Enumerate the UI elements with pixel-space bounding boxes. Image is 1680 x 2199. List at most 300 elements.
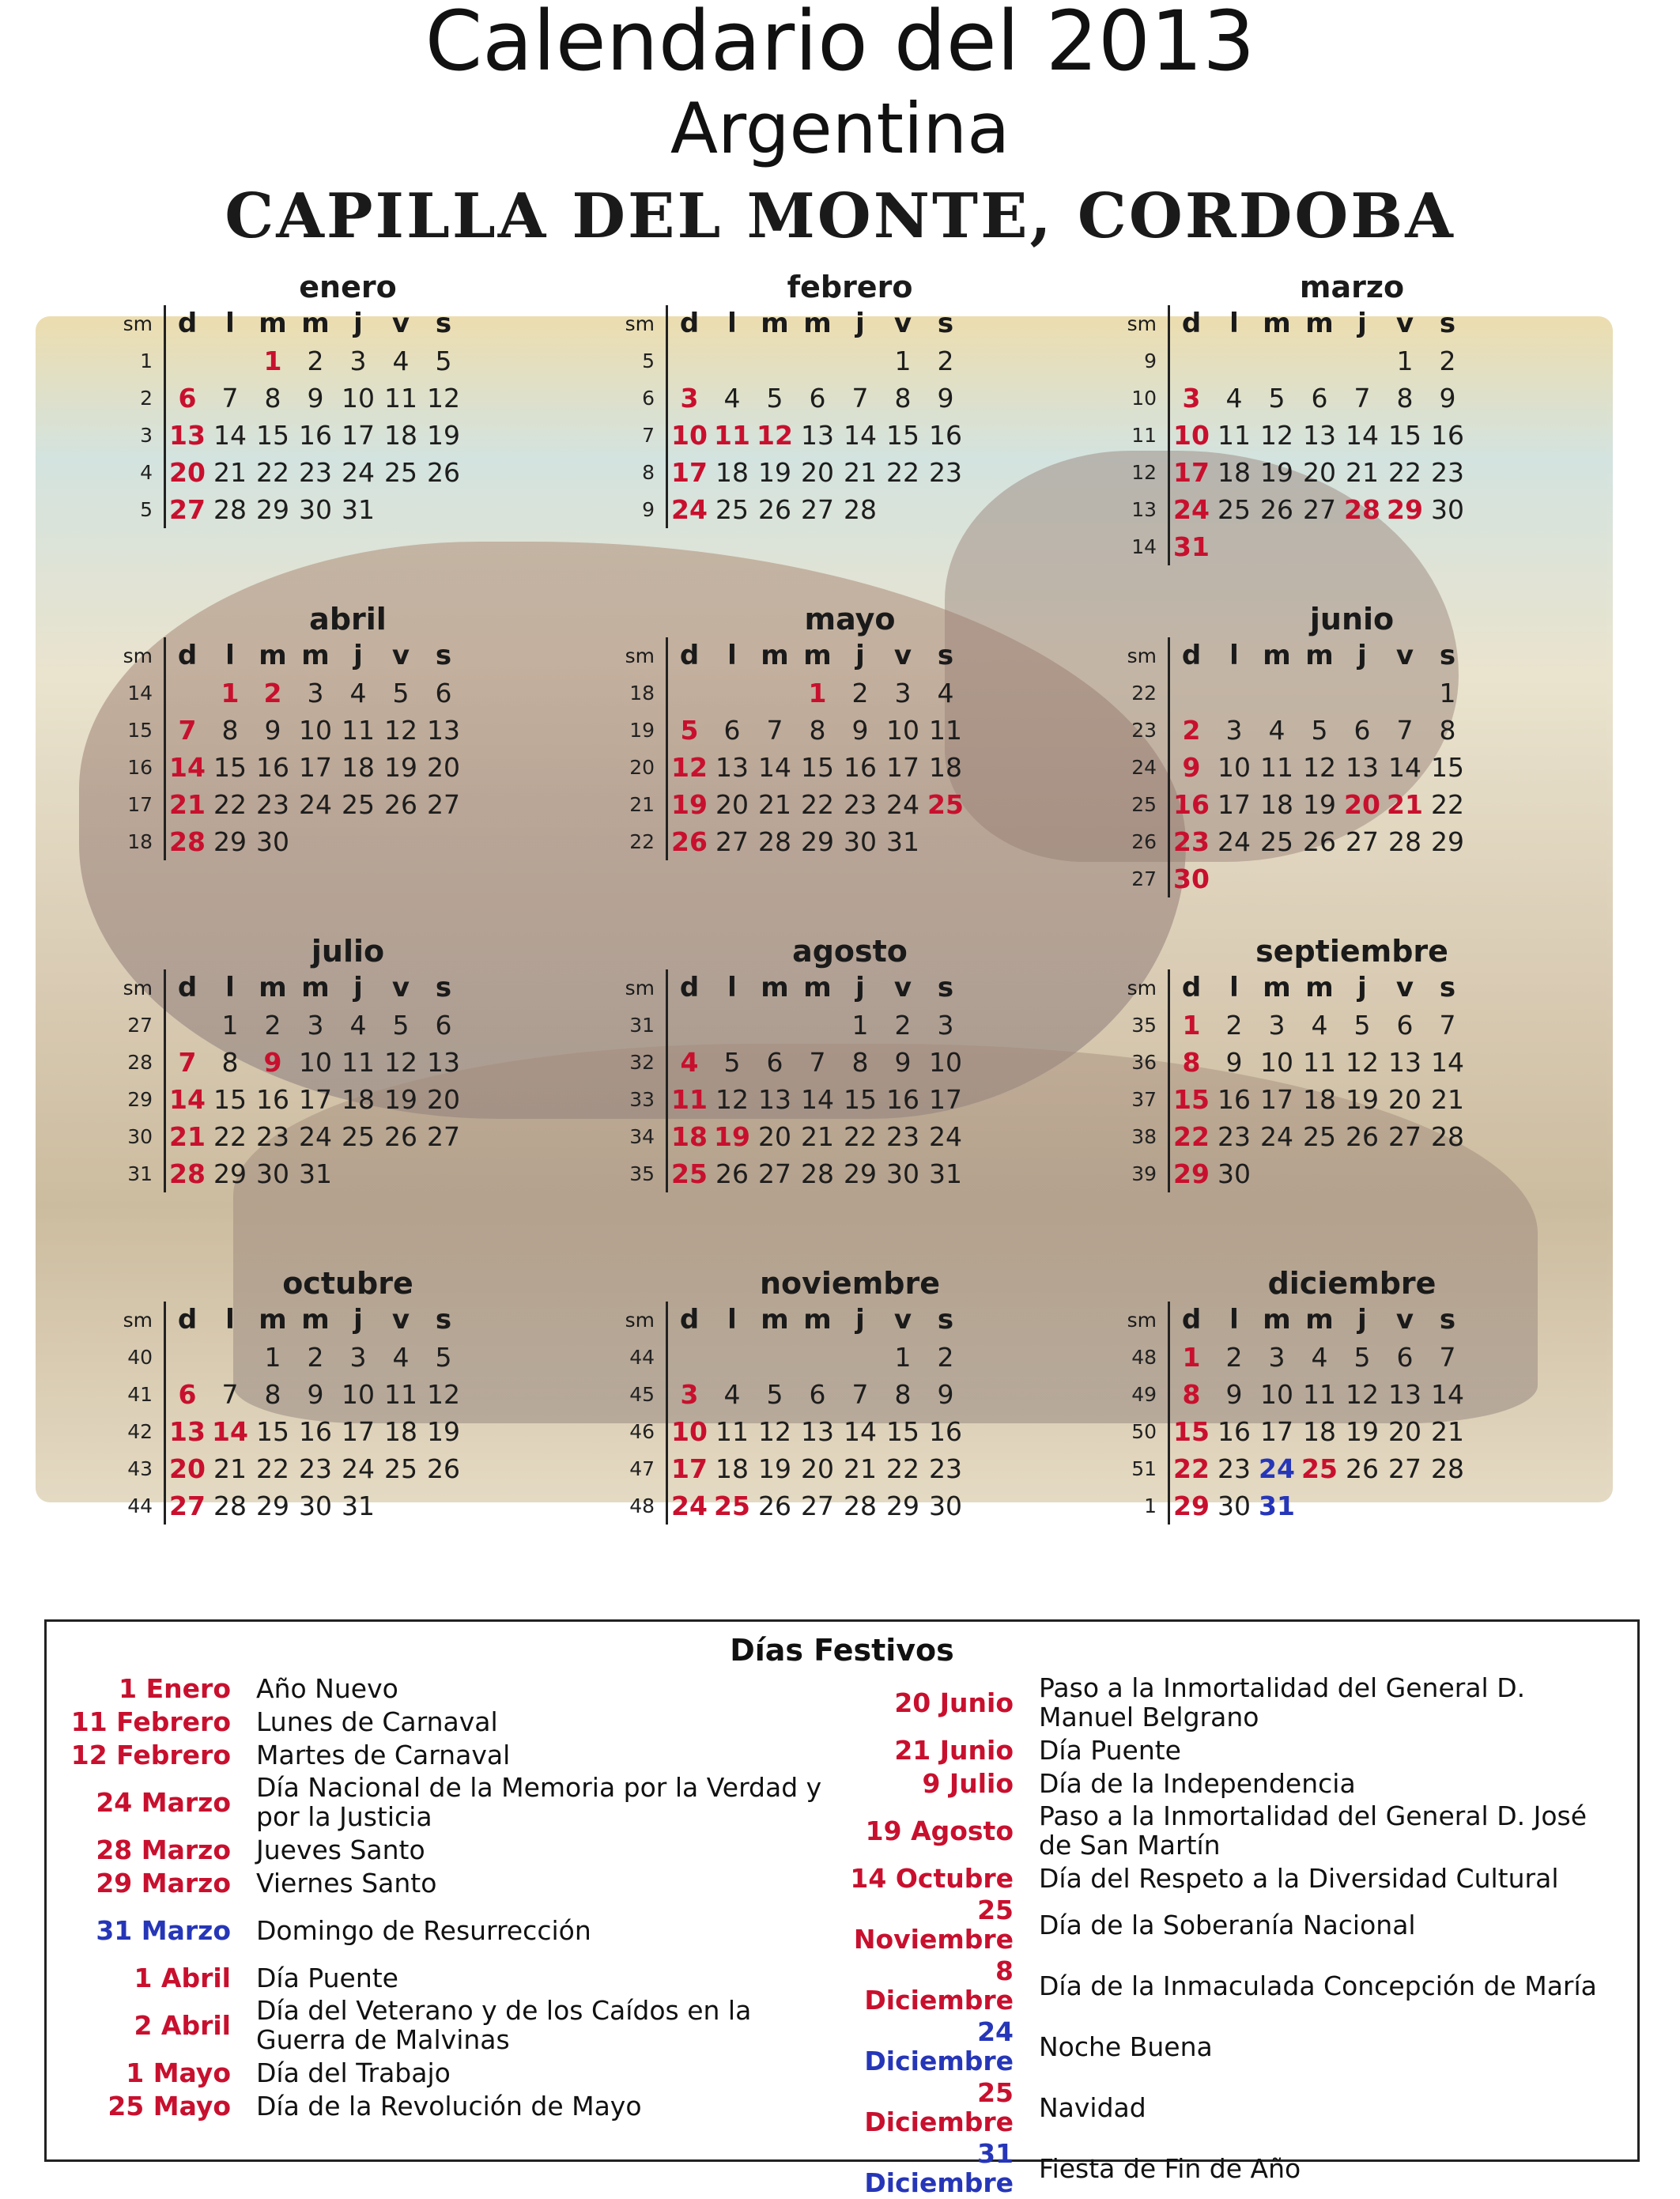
day-cell: 28 bbox=[169, 1158, 206, 1189]
day-cell: 4 bbox=[392, 346, 410, 376]
empty-cell bbox=[1170, 342, 1213, 380]
day-cell: 5 bbox=[766, 1379, 783, 1410]
month-noviembre bbox=[613, 1265, 1040, 1597]
weekday-header: v bbox=[1395, 1304, 1414, 1336]
day-cell: 14 bbox=[212, 1416, 248, 1447]
day-cell: 7 bbox=[809, 1047, 826, 1078]
day-cell: 4 bbox=[937, 678, 954, 708]
weekday-header: v bbox=[391, 972, 410, 1003]
day-cell: 20 bbox=[1344, 789, 1380, 820]
weekday-header: j bbox=[353, 640, 363, 671]
holiday-date: 1 Enero bbox=[119, 1672, 231, 1704]
month-febrero bbox=[613, 269, 1040, 601]
day-cell: 31 bbox=[886, 826, 919, 857]
weekday-header: m bbox=[803, 1304, 832, 1336]
weekday-header: j bbox=[353, 1304, 363, 1336]
week-number: 47 bbox=[613, 1450, 668, 1487]
day-cell: 22 bbox=[1431, 789, 1464, 820]
day-cell: 22 bbox=[1173, 1121, 1210, 1152]
day-cell: 6 bbox=[1396, 1342, 1414, 1373]
day-cell: 4 bbox=[680, 1047, 699, 1078]
month-septiembre bbox=[1115, 933, 1542, 1265]
day-cell: 4 bbox=[1311, 1010, 1328, 1041]
weekday-header: j bbox=[855, 1304, 865, 1336]
week-number: 22 bbox=[1115, 674, 1170, 712]
day-cell: 10 bbox=[1260, 1379, 1293, 1410]
day-cell: 23 bbox=[1173, 826, 1210, 857]
day-cell: 8 bbox=[1396, 383, 1414, 414]
day-cell: 15 bbox=[886, 420, 919, 451]
day-cell: 12 bbox=[757, 420, 793, 451]
week-number: 36 bbox=[1115, 1044, 1170, 1081]
day-cell: 27 bbox=[1303, 494, 1336, 525]
empty-cell bbox=[166, 342, 209, 380]
day-cell: 9 bbox=[894, 1047, 912, 1078]
day-cell: 31 bbox=[342, 1491, 375, 1521]
day-cell: 24 bbox=[671, 1491, 708, 1521]
day-cell: 2 bbox=[307, 1342, 324, 1373]
holiday-description: Día de la Soberanía Nacional bbox=[1039, 1909, 1416, 1940]
empty-cell bbox=[839, 342, 882, 380]
empty-cell bbox=[1213, 342, 1255, 380]
day-cell: 15 bbox=[256, 420, 289, 451]
day-cell: 15 bbox=[801, 752, 834, 783]
day-cell: 14 bbox=[1431, 1047, 1464, 1078]
day-cell: 22 bbox=[213, 789, 247, 820]
day-cell: 13 bbox=[427, 1047, 460, 1078]
holiday-description: Noche Buena bbox=[1039, 2031, 1213, 2062]
week-number-header: sm bbox=[1115, 305, 1170, 342]
day-cell: 17 bbox=[299, 1084, 332, 1115]
day-cell: 26 bbox=[671, 826, 708, 857]
day-cell: 16 bbox=[1218, 1416, 1251, 1447]
day-cell: 23 bbox=[886, 1121, 919, 1152]
day-cell: 19 bbox=[671, 789, 708, 820]
day-cell: 29 bbox=[256, 1491, 289, 1521]
day-cell: 9 bbox=[307, 1379, 324, 1410]
day-cell: 11 bbox=[1303, 1047, 1336, 1078]
week-number: 27 bbox=[1115, 860, 1170, 897]
empty-cell bbox=[337, 1155, 379, 1192]
empty-cell bbox=[1298, 860, 1341, 897]
day-cell: 14 bbox=[1431, 1379, 1464, 1410]
holiday-row bbox=[837, 1672, 1620, 1732]
month-name: marzo bbox=[1299, 270, 1405, 304]
empty-cell bbox=[796, 1007, 839, 1044]
empty-cell bbox=[1255, 528, 1298, 565]
day-cell: 16 bbox=[1173, 789, 1210, 820]
day-cell: 19 bbox=[384, 752, 417, 783]
day-cell: 5 bbox=[1353, 1010, 1371, 1041]
day-cell: 26 bbox=[1260, 494, 1293, 525]
day-cell: 23 bbox=[1218, 1453, 1251, 1484]
weekday-header: m bbox=[803, 972, 832, 1003]
day-cell: 20 bbox=[801, 457, 834, 488]
month-name: diciembre bbox=[1267, 1266, 1436, 1301]
month-grid bbox=[111, 969, 538, 1192]
day-cell: 9 bbox=[1439, 383, 1456, 414]
week-number: 14 bbox=[1115, 528, 1170, 565]
empty-cell bbox=[1384, 1155, 1426, 1192]
weekday-header: j bbox=[353, 308, 363, 339]
day-cell: 10 bbox=[1260, 1047, 1293, 1078]
day-cell: 20 bbox=[801, 1453, 834, 1484]
day-cell: 13 bbox=[801, 420, 834, 451]
day-cell: 19 bbox=[1346, 1084, 1379, 1115]
day-cell: 19 bbox=[427, 420, 460, 451]
month-grid bbox=[613, 1302, 1040, 1525]
weekday-header: d bbox=[1181, 1304, 1202, 1336]
day-cell: 15 bbox=[213, 752, 247, 783]
day-cell: 2 bbox=[937, 346, 954, 376]
day-cell: 3 bbox=[680, 383, 699, 414]
weekday-header: v bbox=[1395, 640, 1414, 671]
day-cell: 12 bbox=[1260, 420, 1293, 451]
day-cell: 19 bbox=[1260, 457, 1293, 488]
empty-cell bbox=[796, 1339, 839, 1376]
week-number: 31 bbox=[111, 1155, 166, 1192]
month-grid bbox=[111, 305, 538, 528]
week-number: 35 bbox=[613, 1155, 668, 1192]
day-cell: 30 bbox=[1173, 863, 1210, 894]
empty-cell bbox=[668, 342, 711, 380]
day-cell: 28 bbox=[1431, 1121, 1464, 1152]
empty-cell bbox=[668, 1007, 711, 1044]
day-cell: 3 bbox=[349, 1342, 367, 1373]
holiday-date: 29 Marzo bbox=[96, 1867, 231, 1899]
day-cell: 20 bbox=[169, 1453, 206, 1484]
week-number: 22 bbox=[613, 823, 668, 860]
day-cell: 20 bbox=[1303, 457, 1336, 488]
day-cell: 19 bbox=[1346, 1416, 1379, 1447]
day-cell: 22 bbox=[801, 789, 834, 820]
empty-cell bbox=[379, 491, 422, 528]
day-cell: 28 bbox=[1431, 1453, 1464, 1484]
weekday-header: m bbox=[259, 640, 287, 671]
holiday-row bbox=[55, 1900, 837, 1960]
day-cell: 3 bbox=[1182, 383, 1201, 414]
holidays-column-right bbox=[837, 1671, 1620, 2199]
weekday-header: m bbox=[1305, 972, 1334, 1003]
day-cell: 4 bbox=[1225, 383, 1243, 414]
month-name: mayo bbox=[804, 602, 896, 637]
empty-cell bbox=[422, 823, 465, 860]
empty-cell bbox=[379, 1155, 422, 1192]
empty-cell bbox=[1255, 342, 1298, 380]
holiday-date: 1 Mayo bbox=[126, 2057, 231, 2088]
day-cell: 30 bbox=[1218, 1158, 1251, 1189]
day-cell: 10 bbox=[299, 1047, 332, 1078]
weekday-header: m bbox=[761, 308, 789, 339]
day-cell: 24 bbox=[299, 1121, 332, 1152]
day-cell: 16 bbox=[929, 1416, 962, 1447]
day-cell: 2 bbox=[1225, 1010, 1243, 1041]
empty-cell bbox=[1341, 342, 1384, 380]
day-cell: 8 bbox=[894, 383, 912, 414]
holiday-date: 24 Marzo bbox=[96, 1786, 231, 1818]
weekday-header: s bbox=[937, 972, 954, 1003]
day-cell: 3 bbox=[1268, 1010, 1285, 1041]
week-number: 7 bbox=[613, 417, 668, 454]
day-cell: 21 bbox=[169, 789, 206, 820]
day-cell: 14 bbox=[1346, 420, 1379, 451]
day-cell: 9 bbox=[263, 1047, 282, 1078]
weekday-header: s bbox=[937, 1304, 954, 1336]
holiday-row bbox=[55, 1867, 837, 1899]
day-cell: 30 bbox=[1218, 1491, 1251, 1521]
weekday-header: l bbox=[1229, 308, 1239, 339]
weekday-header: l bbox=[225, 308, 235, 339]
day-cell: 24 bbox=[342, 1453, 375, 1484]
day-cell: 18 bbox=[342, 752, 375, 783]
weekday-header: m bbox=[761, 640, 789, 671]
holiday-row bbox=[55, 1995, 837, 2055]
day-cell: 7 bbox=[1439, 1010, 1456, 1041]
weekday-header: m bbox=[761, 1304, 789, 1336]
day-cell: 21 bbox=[213, 1453, 247, 1484]
day-cell: 29 bbox=[1173, 1491, 1210, 1521]
day-cell: 27 bbox=[1388, 1453, 1421, 1484]
day-cell: 17 bbox=[671, 457, 708, 488]
day-cell: 11 bbox=[384, 383, 417, 414]
day-cell: 28 bbox=[844, 494, 877, 525]
day-cell: 5 bbox=[1311, 715, 1328, 746]
day-cell: 24 bbox=[1218, 826, 1251, 857]
weekday-header: m bbox=[761, 972, 789, 1003]
week-number: 39 bbox=[1115, 1155, 1170, 1192]
day-cell: 7 bbox=[851, 383, 869, 414]
week-number: 17 bbox=[111, 786, 166, 823]
day-cell: 15 bbox=[1173, 1416, 1210, 1447]
day-cell: 12 bbox=[758, 1416, 791, 1447]
day-cell: 25 bbox=[1303, 1121, 1336, 1152]
day-cell: 30 bbox=[299, 494, 332, 525]
holiday-date: 25 Diciembre bbox=[864, 2077, 1014, 2137]
week-number: 5 bbox=[613, 342, 668, 380]
day-cell: 8 bbox=[1182, 1379, 1201, 1410]
holiday-row bbox=[55, 1834, 837, 1865]
empty-cell bbox=[1426, 528, 1469, 565]
day-cell: 1 bbox=[1182, 1342, 1201, 1373]
day-cell: 12 bbox=[1346, 1047, 1379, 1078]
day-cell: 11 bbox=[384, 1379, 417, 1410]
holiday-date: 20 Junio bbox=[894, 1687, 1014, 1718]
day-cell: 23 bbox=[1218, 1121, 1251, 1152]
day-cell: 12 bbox=[384, 1047, 417, 1078]
month-grid bbox=[1115, 1302, 1542, 1525]
day-cell: 9 bbox=[1225, 1379, 1243, 1410]
day-cell: 25 bbox=[384, 1453, 417, 1484]
holiday-date: 14 Octubre bbox=[850, 1862, 1014, 1894]
weekday-header: m bbox=[301, 308, 330, 339]
day-cell: 17 bbox=[886, 752, 919, 783]
empty-cell bbox=[337, 823, 379, 860]
day-cell: 23 bbox=[844, 789, 877, 820]
week-number: 1 bbox=[111, 342, 166, 380]
day-cell: 2 bbox=[264, 1010, 281, 1041]
day-cell: 16 bbox=[886, 1084, 919, 1115]
day-cell: 28 bbox=[758, 826, 791, 857]
day-cell: 29 bbox=[1173, 1158, 1210, 1189]
day-cell: 11 bbox=[1218, 420, 1251, 451]
week-number-header: sm bbox=[1115, 969, 1170, 1007]
day-cell: 17 bbox=[1173, 457, 1210, 488]
holiday-description: Domingo de Resurrección bbox=[256, 1914, 591, 1946]
week-number: 34 bbox=[613, 1118, 668, 1155]
weekday-header: l bbox=[727, 1304, 737, 1336]
empty-cell bbox=[796, 342, 839, 380]
day-cell: 9 bbox=[937, 383, 954, 414]
week-number: 14 bbox=[111, 674, 166, 712]
day-cell: 4 bbox=[1268, 715, 1285, 746]
holiday-row bbox=[55, 2090, 837, 2122]
holiday-description: Día del Trabajo bbox=[256, 2057, 451, 2088]
week-number: 21 bbox=[613, 786, 668, 823]
day-cell: 4 bbox=[723, 1379, 741, 1410]
day-cell: 2 bbox=[1225, 1342, 1243, 1373]
day-cell: 29 bbox=[213, 1158, 247, 1189]
months-grid bbox=[111, 269, 1502, 1597]
day-cell: 20 bbox=[715, 789, 749, 820]
day-cell: 18 bbox=[342, 1084, 375, 1115]
weekday-header: l bbox=[225, 1304, 235, 1336]
day-cell: 25 bbox=[714, 1491, 750, 1521]
holiday-date: 28 Marzo bbox=[96, 1834, 231, 1865]
day-cell: 17 bbox=[929, 1084, 962, 1115]
empty-cell bbox=[882, 491, 924, 528]
holiday-date: 21 Junio bbox=[894, 1734, 1014, 1766]
day-cell: 21 bbox=[844, 457, 877, 488]
day-cell: 28 bbox=[213, 494, 247, 525]
day-cell: 19 bbox=[758, 457, 791, 488]
day-cell: 1 bbox=[221, 678, 240, 708]
day-cell: 3 bbox=[1268, 1342, 1285, 1373]
weekday-header: s bbox=[1439, 308, 1456, 339]
day-cell: 30 bbox=[1431, 494, 1464, 525]
holiday-description: Martes de Carnaval bbox=[256, 1739, 511, 1770]
holiday-row bbox=[55, 1739, 837, 1770]
day-cell: 6 bbox=[1311, 383, 1328, 414]
day-cell: 3 bbox=[307, 1010, 324, 1041]
day-cell: 24 bbox=[1260, 1121, 1293, 1152]
day-cell: 3 bbox=[307, 678, 324, 708]
day-cell: 31 bbox=[1173, 531, 1210, 562]
day-cell: 21 bbox=[1387, 789, 1423, 820]
day-cell: 13 bbox=[1388, 1047, 1421, 1078]
day-cell: 20 bbox=[758, 1121, 791, 1152]
day-cell: 30 bbox=[299, 1491, 332, 1521]
holiday-date: 9 Julio bbox=[922, 1767, 1014, 1799]
day-cell: 18 bbox=[929, 752, 962, 783]
day-cell: 26 bbox=[715, 1158, 749, 1189]
day-cell: 20 bbox=[427, 1084, 460, 1115]
holiday-row bbox=[837, 1800, 1620, 1861]
weekday-header: d bbox=[1181, 640, 1202, 671]
day-cell: 15 bbox=[1388, 420, 1421, 451]
day-cell: 18 bbox=[715, 1453, 749, 1484]
holiday-row bbox=[837, 2017, 1620, 2076]
week-number: 25 bbox=[1115, 786, 1170, 823]
weekday-header: d bbox=[679, 640, 700, 671]
empty-cell bbox=[379, 1487, 422, 1525]
week-number: 50 bbox=[1115, 1413, 1170, 1450]
day-cell: 12 bbox=[427, 1379, 460, 1410]
day-cell: 11 bbox=[714, 420, 750, 451]
day-cell: 28 bbox=[1388, 826, 1421, 857]
holiday-description: Día del Respeto a la Diversidad Cultural bbox=[1039, 1862, 1559, 1894]
empty-cell bbox=[1170, 674, 1213, 712]
weekday-header: m bbox=[1305, 1304, 1334, 1336]
empty-cell bbox=[166, 674, 209, 712]
week-number: 20 bbox=[613, 749, 668, 786]
empty-cell bbox=[753, 1339, 796, 1376]
day-cell: 11 bbox=[342, 1047, 375, 1078]
week-number-header: sm bbox=[613, 1302, 668, 1339]
day-cell: 10 bbox=[671, 420, 708, 451]
empty-cell bbox=[1255, 1155, 1298, 1192]
weekday-header: d bbox=[1181, 972, 1202, 1003]
day-cell: 25 bbox=[1260, 826, 1293, 857]
week-number: 44 bbox=[613, 1339, 668, 1376]
day-cell: 26 bbox=[1346, 1121, 1379, 1152]
day-cell: 27 bbox=[427, 789, 460, 820]
weekday-header: d bbox=[177, 640, 198, 671]
day-cell: 8 bbox=[1182, 1047, 1201, 1078]
day-cell: 13 bbox=[427, 715, 460, 746]
day-cell: 27 bbox=[758, 1158, 791, 1189]
holidays-box bbox=[44, 1619, 1640, 2198]
day-cell: 3 bbox=[680, 1379, 699, 1410]
week-number: 37 bbox=[1115, 1081, 1170, 1118]
day-cell: 7 bbox=[1396, 715, 1414, 746]
week-number: 42 bbox=[111, 1413, 166, 1450]
day-cell: 31 bbox=[299, 1158, 332, 1189]
weekday-header: l bbox=[727, 972, 737, 1003]
day-cell: 18 bbox=[671, 1121, 708, 1152]
weekday-header: m bbox=[301, 1304, 330, 1336]
weekday-header: v bbox=[1395, 308, 1414, 339]
weekday-header: v bbox=[893, 1304, 912, 1336]
day-cell: 15 bbox=[256, 1416, 289, 1447]
empty-cell bbox=[166, 1007, 209, 1044]
weekday-header: m bbox=[301, 972, 330, 1003]
day-cell: 23 bbox=[256, 1121, 289, 1152]
week-number: 10 bbox=[1115, 380, 1170, 417]
day-cell: 6 bbox=[1353, 715, 1371, 746]
day-cell: 11 bbox=[715, 1416, 749, 1447]
month-diciembre bbox=[1115, 1265, 1542, 1597]
day-cell: 6 bbox=[723, 715, 741, 746]
month-junio bbox=[1115, 601, 1542, 933]
weekday-header: d bbox=[679, 308, 700, 339]
day-cell: 31 bbox=[929, 1158, 962, 1189]
day-cell: 5 bbox=[723, 1047, 741, 1078]
day-cell: 23 bbox=[929, 1453, 962, 1484]
day-cell: 8 bbox=[809, 715, 826, 746]
holidays-title: Días Festivos bbox=[730, 1633, 954, 1668]
week-number: 9 bbox=[613, 491, 668, 528]
holiday-row bbox=[837, 1862, 1620, 1894]
holiday-description: Lunes de Carnaval bbox=[256, 1706, 498, 1737]
day-cell: 1 bbox=[808, 678, 827, 708]
day-cell: 11 bbox=[1260, 752, 1293, 783]
day-cell: 3 bbox=[1225, 715, 1243, 746]
day-cell: 14 bbox=[758, 752, 791, 783]
weekday-header: l bbox=[1229, 640, 1239, 671]
weekday-header: m bbox=[803, 640, 832, 671]
day-cell: 1 bbox=[263, 346, 282, 376]
day-cell: 24 bbox=[299, 789, 332, 820]
